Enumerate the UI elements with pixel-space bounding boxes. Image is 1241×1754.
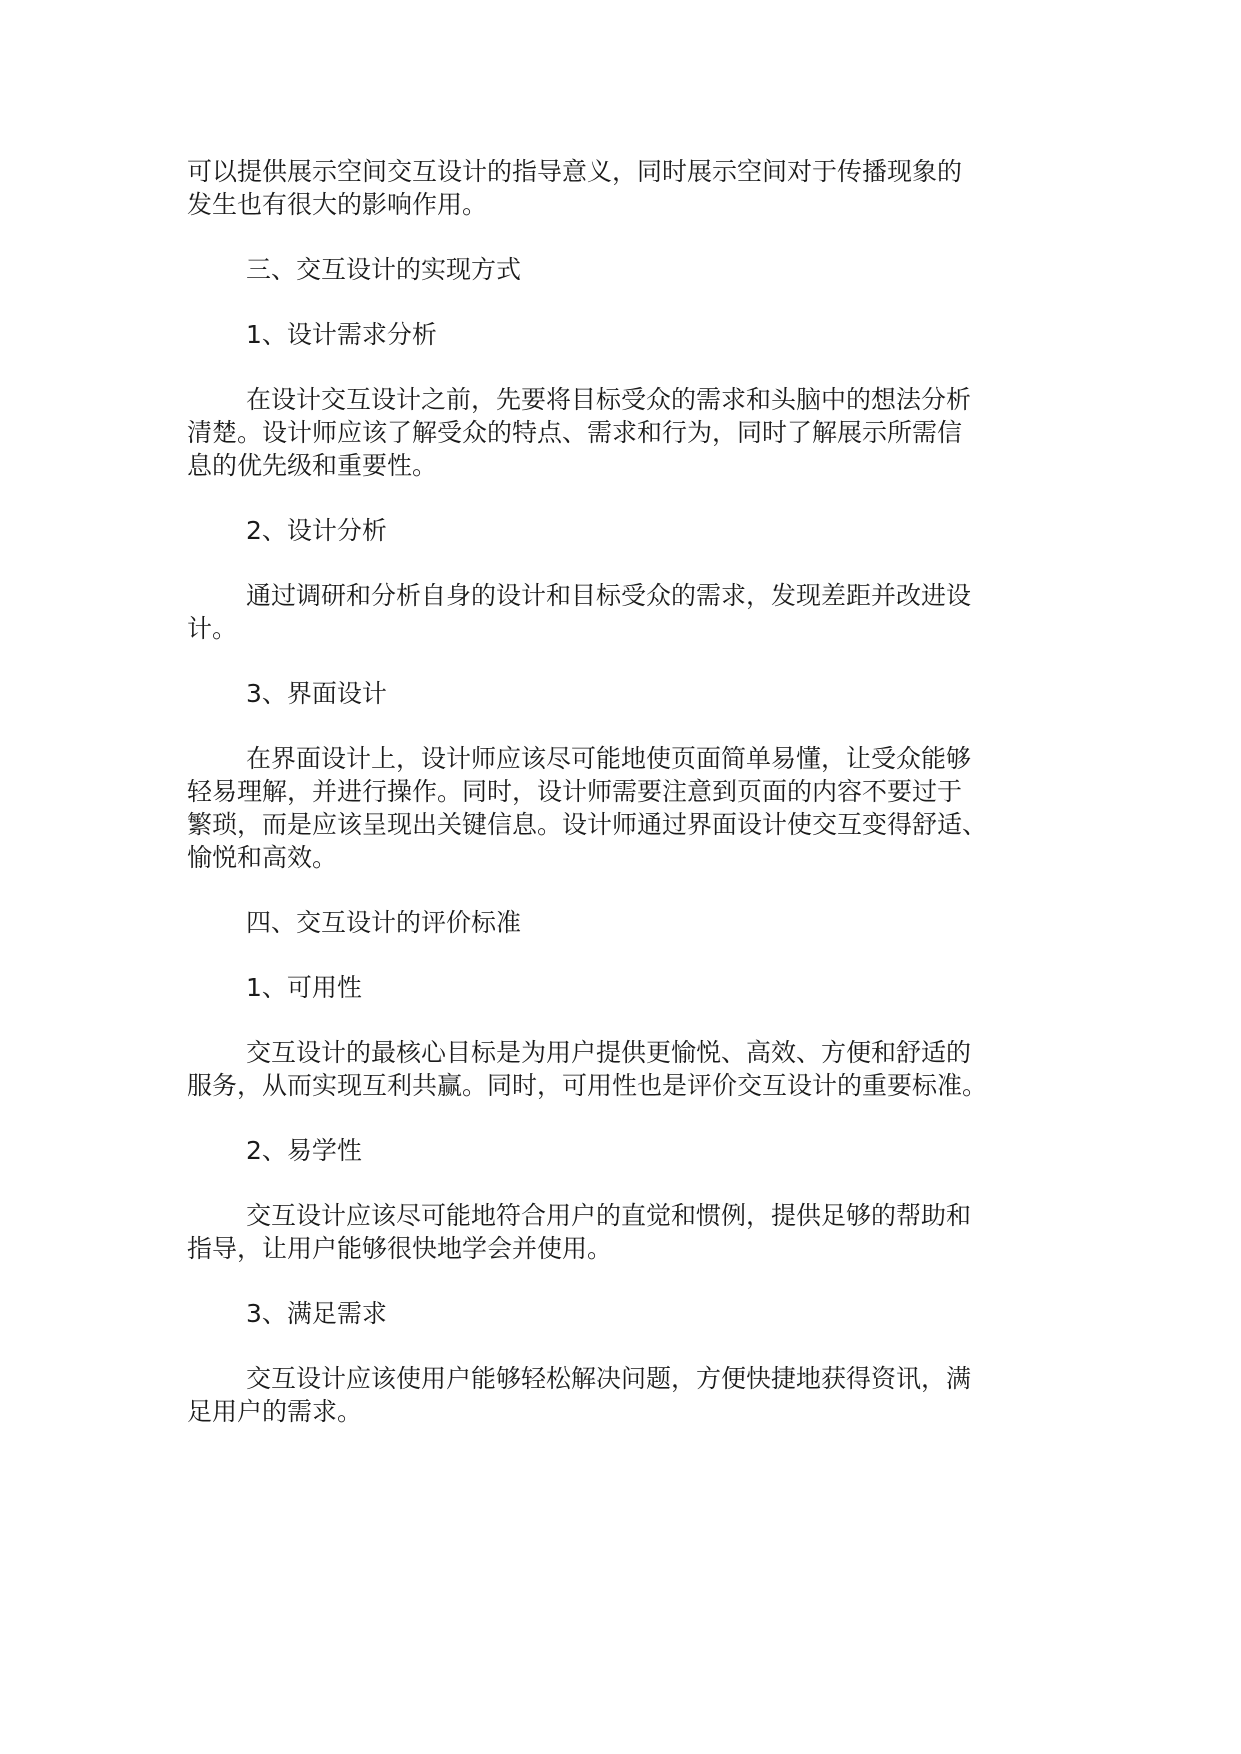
paragraph-line: 足用户的需求。 (187, 1397, 363, 1426)
heading-text: 3、界面设计 (246, 679, 387, 708)
heading-text: 1、可用性 (246, 973, 362, 1002)
paragraph-line: 计。 (187, 614, 238, 643)
paragraph-line: 交互设计应该使用户能够轻松解决问题，方便快捷地获得资讯，满 (246, 1364, 972, 1393)
paragraph-line: 在设计交互设计之前，先要将目标受众的需求和头脑中的想法分析 (246, 385, 972, 414)
subsection-heading (187, 971, 1067, 1004)
document-body (187, 155, 1067, 1428)
paragraph-line: 指导，让用户能够很快地学会并使用。 (187, 1234, 613, 1263)
paragraph-line: 交互设计应该尽可能地符合用户的直觉和惯例，提供足够的帮助和 (246, 1201, 972, 1230)
heading-text: 三、交互设计的实现方式 (246, 255, 522, 284)
paragraph-line: 交互设计的最核心目标是为用户提供更愉悦、高效、方便和舒适的 (246, 1038, 972, 1067)
paragraph (187, 742, 1067, 874)
paragraph-line: 服务，从而实现互利共赢。同时，可用性也是评价交互设计的重要标准。 (187, 1071, 988, 1100)
paragraph-line: 愉悦和高效。 (187, 843, 338, 872)
section-heading (187, 906, 1067, 939)
paragraph (187, 1362, 1067, 1428)
paragraph-line: 发生也有很大的影响作用。 (187, 190, 488, 219)
heading-text: 四、交互设计的评价标准 (246, 908, 522, 937)
heading-text: 3、满足需求 (246, 1299, 387, 1328)
paragraph-line: 轻易理解，并进行操作。同时，设计师需要注意到页面的内容不要过于 (187, 777, 963, 806)
paragraph (187, 383, 1067, 482)
paragraph (187, 155, 1067, 221)
subsection-heading (187, 677, 1067, 710)
paragraph (187, 579, 1067, 645)
paragraph-line: 在界面设计上，设计师应该尽可能地使页面简单易懂，让受众能够 (246, 744, 972, 773)
section-heading (187, 253, 1067, 286)
subsection-heading (187, 1134, 1067, 1167)
paragraph-line: 可以提供展示空间交互设计的指导意义，同时展示空间对于传播现象的 (187, 157, 963, 186)
paragraph-line: 通过调研和分析自身的设计和目标受众的需求，发现差距并改进设 (246, 581, 972, 610)
subsection-heading (187, 514, 1067, 547)
heading-text: 1、设计需求分析 (246, 320, 437, 349)
heading-text: 2、易学性 (246, 1136, 362, 1165)
paragraph (187, 1199, 1067, 1265)
subsection-heading (187, 1297, 1067, 1330)
paragraph (187, 1036, 1067, 1102)
paragraph-line: 清楚。设计师应该了解受众的特点、需求和行为，同时了解展示所需信 (187, 418, 963, 447)
paragraph-line: 息的优先级和重要性。 (187, 451, 438, 480)
subsection-heading (187, 318, 1067, 351)
heading-text: 2、设计分析 (246, 516, 387, 545)
paragraph-line: 繁琐，而是应该呈现出关键信息。设计师通过界面设计使交互变得舒适、 (187, 810, 988, 839)
